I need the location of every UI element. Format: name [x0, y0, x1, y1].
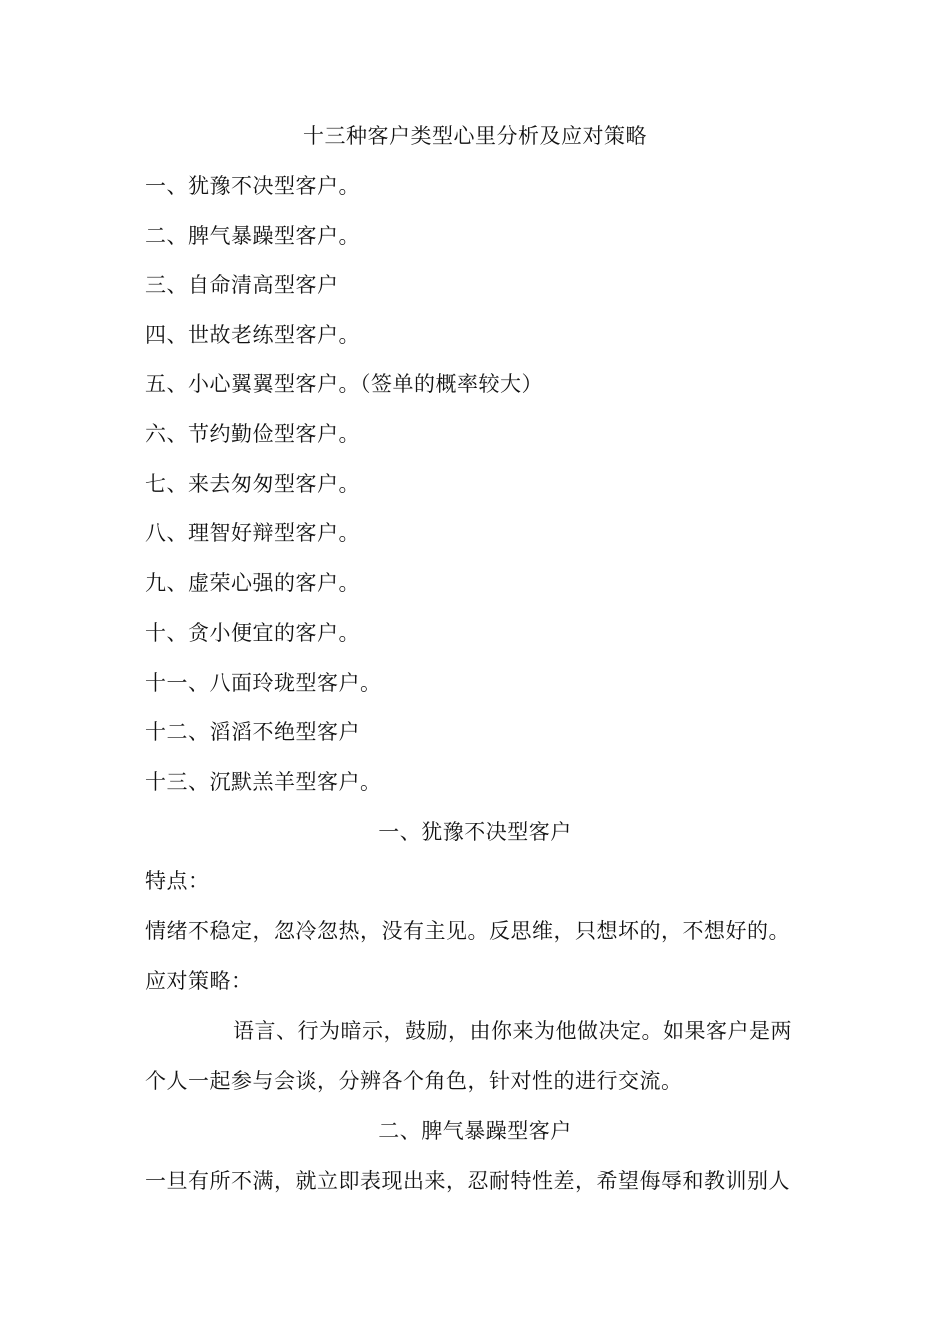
features-label: 特点： — [145, 869, 210, 893]
toc-item-9: 九、虚荣心强的客户。 — [145, 571, 360, 595]
toc-item-1: 一、犹豫不决型客户。 — [145, 174, 360, 198]
toc-item-13: 十三、沉默羔羊型客户。 — [145, 770, 382, 794]
toc-item-4: 四、世故老练型客户。 — [145, 323, 360, 347]
toc-item-7: 七、来去匆匆型客户。 — [145, 472, 360, 496]
toc-item-5: 五、小心翼翼型客户。（签单的概率较大） — [145, 372, 543, 396]
toc-item-3: 三、自命清高型客户 — [145, 273, 339, 297]
document-title: 十三种客户类型心里分析及应对策略 — [303, 124, 647, 148]
toc-item-8: 八、理智好辩型客户。 — [145, 521, 360, 545]
section2-text-line-1: 一旦有所不满，就立即表现出来，忍耐特性差，希望侮辱和教训别人 — [145, 1169, 790, 1193]
section-heading-1: 一、犹豫不决型客户 — [378, 820, 572, 844]
strategy-text-line-1: 语言、行为暗示，鼓励，由你来为他做决定。如果客户是两 — [233, 1019, 792, 1043]
strategy-text-line-2: 个人一起参与会谈，分辨各个角色，针对性的进行交流。 — [145, 1069, 683, 1093]
toc-item-11: 十一、八面玲珑型客户。 — [145, 671, 382, 695]
toc-item-10: 十、贪小便宜的客户。 — [145, 621, 360, 645]
features-text: 情绪不稳定，忽冷忽热，没有主见。反思维，只想坏的，不想好的。 — [145, 919, 790, 943]
strategy-label: 应对策略： — [145, 969, 253, 993]
toc-item-2: 二、脾气暴躁型客户。 — [145, 224, 360, 248]
toc-item-6: 六、节约勤俭型客户。 — [145, 422, 360, 446]
toc-item-12: 十二、滔滔不绝型客户 — [145, 720, 360, 744]
section-heading-2: 二、脾气暴躁型客户 — [378, 1119, 572, 1143]
